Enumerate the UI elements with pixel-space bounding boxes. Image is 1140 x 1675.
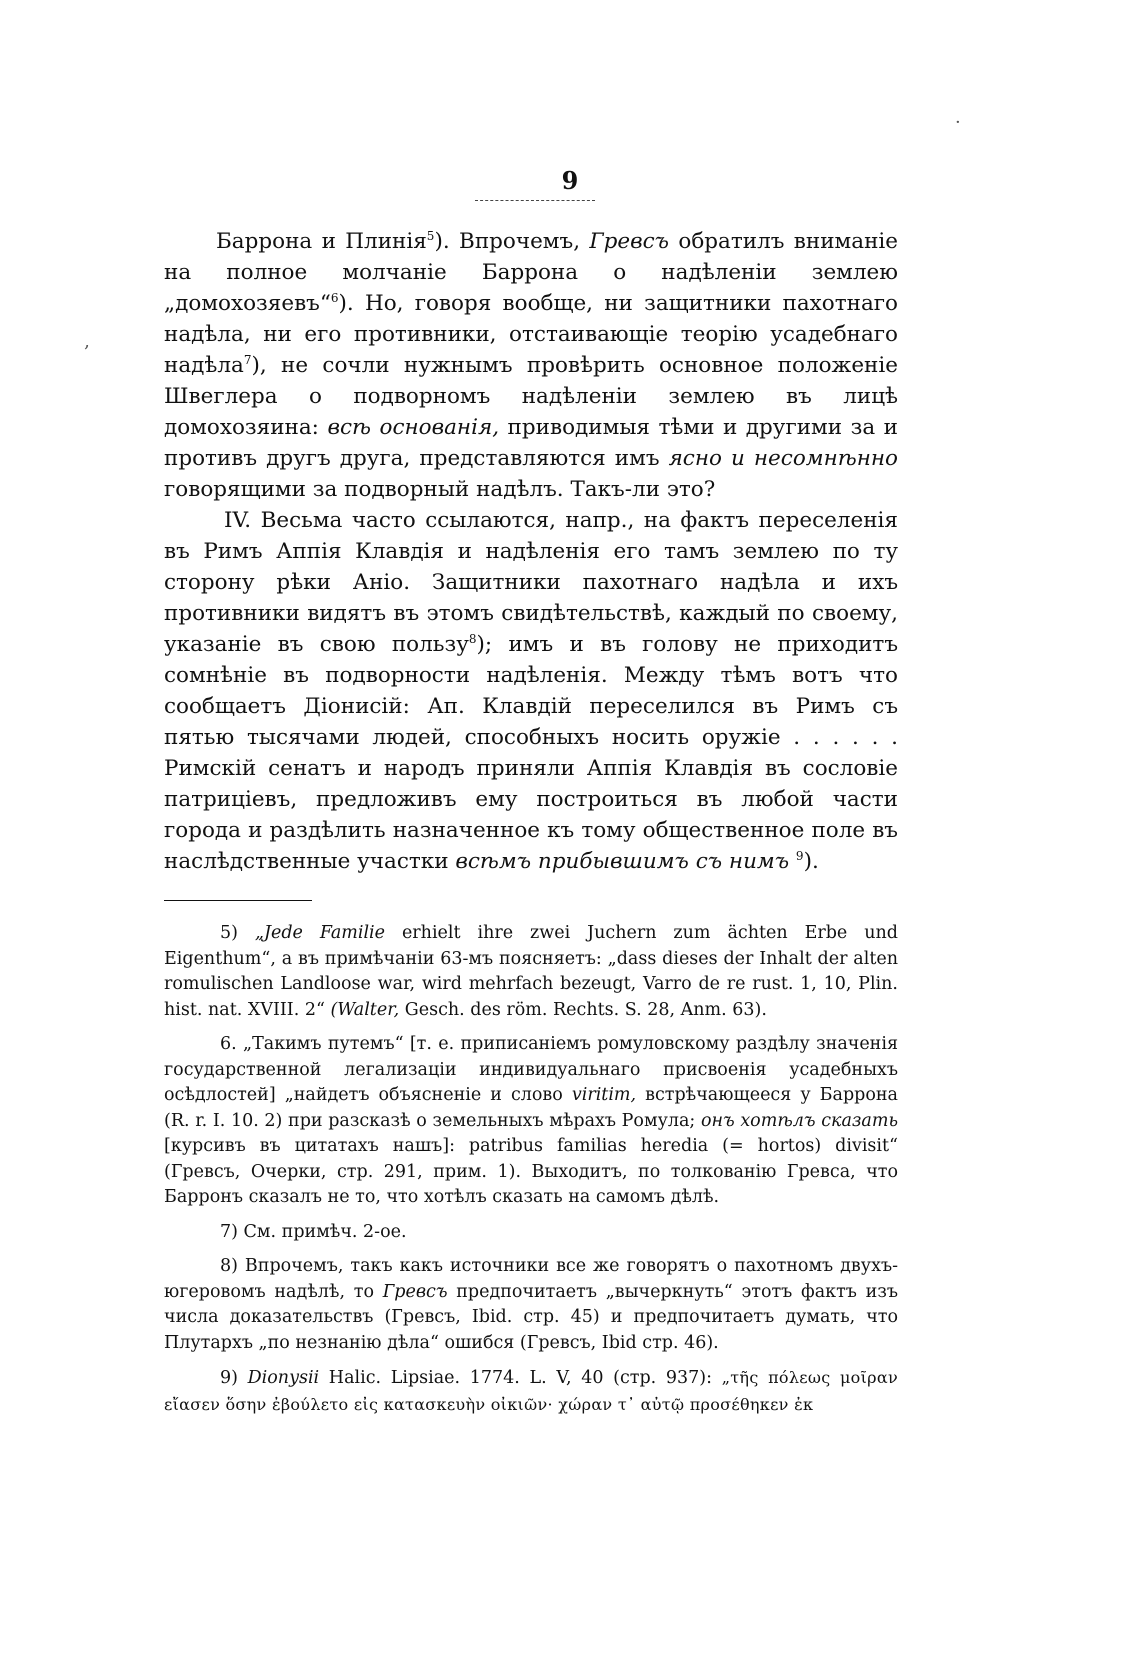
p1-italic-osnovaniya: всѣ основанія,	[327, 415, 500, 440]
p2-text-1: IV. Весьма часто ссылаются, напр., на фактъ переселенія въ Римъ Аппія Клавдія и надѣленія его тамъ землею по ту сторону рѣки Аніо. Защитники пахотнаго надѣла и ихъ противники видятъ въ этомъ свидѣтельствѣ, каждый по своему, указаніе въ свою пользу	[164, 508, 898, 657]
p1-text-1: Баррона и Плинія	[216, 229, 427, 254]
footnote-ref-6: 6	[330, 290, 339, 305]
fn6-number: 6.	[220, 1034, 237, 1054]
fn5-italic-2: (Walter,	[330, 999, 400, 1020]
fn5-number: 5)	[220, 923, 238, 943]
fn9-greek-quote: „τῆς πόλεως μοῖραν εἴασεν ὅσην ἐβούλετο εἰς κατασκευὴν οἰκιῶν· χώραν τ᾿ αὐτῷ προσέθηκεν ἐκ	[164, 1368, 898, 1414]
fn8-italic-1: Гревсъ	[382, 1281, 448, 1302]
footnote-ref-8: 8	[468, 631, 477, 646]
fn8-text-1: Впрочемъ, такъ какъ источники все же говорятъ о пахотномъ двухъ-югеровомъ надѣлѣ, то	[164, 1256, 898, 1302]
footnote-ref-9: 9	[795, 848, 804, 863]
p1-text-3: обратилъ вниманіе на полное молчаніе Баррона о надѣленіи землею „домохозяевъ“	[164, 229, 899, 316]
p1-text-7: говорящими за подворный надѣлъ. Такъ-ли это?	[164, 477, 716, 502]
footnote-ref-7: 7	[243, 352, 252, 367]
fn5-text-2: Gesch. des röm. Rechts. S. 28, Anm. 63).	[399, 999, 767, 1020]
fn8-text-2: предпочитаетъ „вычеркнуть“ этотъ фактъ изъ числа доказательствъ (Гревсъ, Ibid. стр. 45) и предпочитаетъ думать, что Плутархъ „по незнанію дѣла“ ошибся (Гревсъ, Ibid стр. 46).	[164, 1281, 898, 1353]
p1-text-5: ), не сочли нужнымъ провѣрить основное положеніе Швеглера о подворномъ надѣленіи землею въ лицѣ домохозяина:	[164, 353, 898, 440]
p1-text-6: приводимыя тѣми и другими за и противъ другъ друга, представляются имъ	[164, 415, 899, 471]
fn6-text-3: [курсивъ въ цитатахъ нашъ]: patribus familias heredia (= hortos) divisit“ (Гревсъ, Очерки, стр. 291, прим. 1). Выходитъ, по толкованію Гревса, что Барронъ сказалъ не то, что хотѣлъ сказать на самомъ дѣлѣ.	[164, 1136, 898, 1207]
margin-mark: ‚	[84, 331, 90, 352]
footnote-7	[164, 1220, 898, 1246]
footnote-ref-5: 5	[426, 228, 435, 243]
footnote-separator	[164, 900, 312, 901]
fn7-number: 7)	[220, 1221, 238, 1242]
footnote-8	[164, 1254, 898, 1356]
p2-text-2: ); имъ и въ голову не приходитъ сомнѣніе въ подворности надѣленія. Между тѣмъ вотъ что сообщаетъ Діонисій: Ап. Клавдій переселился въ Римъ съ пятью тысячами людей, способныхъ носить оружіе . . . . . . Римскій сенатъ и народъ приняли Аппія Клавдія въ сословіе патриціевъ, предложивъ ему построиться въ любой части города и раздѣлить назначенное къ тому общественное поле въ наслѣдственные участки	[164, 632, 898, 874]
main-text	[164, 226, 898, 877]
fn9-text-1: Halic. Lipsiae. 1774. L. V, 40 (стр. 937):	[319, 1368, 722, 1388]
paragraph-2	[164, 505, 898, 877]
footnotes	[164, 921, 898, 1418]
fn6-text-2: встрѣчающееся у Баррона (R. r. I. 10. 2) при разсказѣ о земельныхъ мѣрахъ Ромула;	[164, 1085, 898, 1131]
fn6-italic-2: онъ хотѣлъ сказать	[700, 1110, 898, 1131]
fn5-italic-1: „Jede Familie	[254, 923, 385, 943]
p2-italic-pribyvshim: всѣмъ прибывшимъ съ нимъ	[455, 849, 790, 874]
fn9-italic-1: Dionysii	[247, 1368, 320, 1388]
page-number-rule	[475, 200, 595, 201]
footnote-6	[164, 1032, 898, 1211]
p1-text-2: ). Впрочемъ,	[434, 229, 590, 254]
page-number: 9	[561, 166, 579, 195]
fn7-text-1: См. примѣч. 2-ое.	[237, 1221, 407, 1242]
scan-speck: ·	[955, 112, 961, 133]
fn6-italic-1: viritim,	[571, 1085, 637, 1105]
footnote-9	[164, 1365, 898, 1418]
fn6-text-1: „Такимъ путемъ“ [т. е. приписаніемъ ромуловскому раздѣлу значенія государственной легализаціи индивидуальнаго присвоенія усадебныхъ осѣдлостей] „найдетъ объясненіе и слово	[164, 1034, 898, 1105]
paragraph-1	[164, 226, 898, 505]
fn8-number: 8)	[220, 1256, 238, 1276]
fn9-number: 9)	[220, 1368, 238, 1388]
p1-italic-yasno: ясно и несомнѣнно	[668, 446, 898, 471]
footnote-5	[164, 921, 898, 1023]
p2-text-3: ).	[803, 849, 819, 874]
p1-italic-grevs: Гревсъ	[589, 229, 670, 254]
fn5-text-1: erhielt ihre zwei Juchern zum ächten Erbe und Eigenthum“, а въ примѣчаніи 63-мъ поясняетъ: „dass dieses der Inhalt der alten romulischen Landloose war, wird mehrfach bezeugt, Varro de re rust. 1, 10, Plin. hist. nat. XVIII. 2“	[164, 923, 898, 1020]
p1-text-4: ). Но, говоря вообще, ни защитники пахотнаго надѣла, ни его противники, отстаивающіе теорію усадебнаго надѣла	[164, 291, 898, 378]
